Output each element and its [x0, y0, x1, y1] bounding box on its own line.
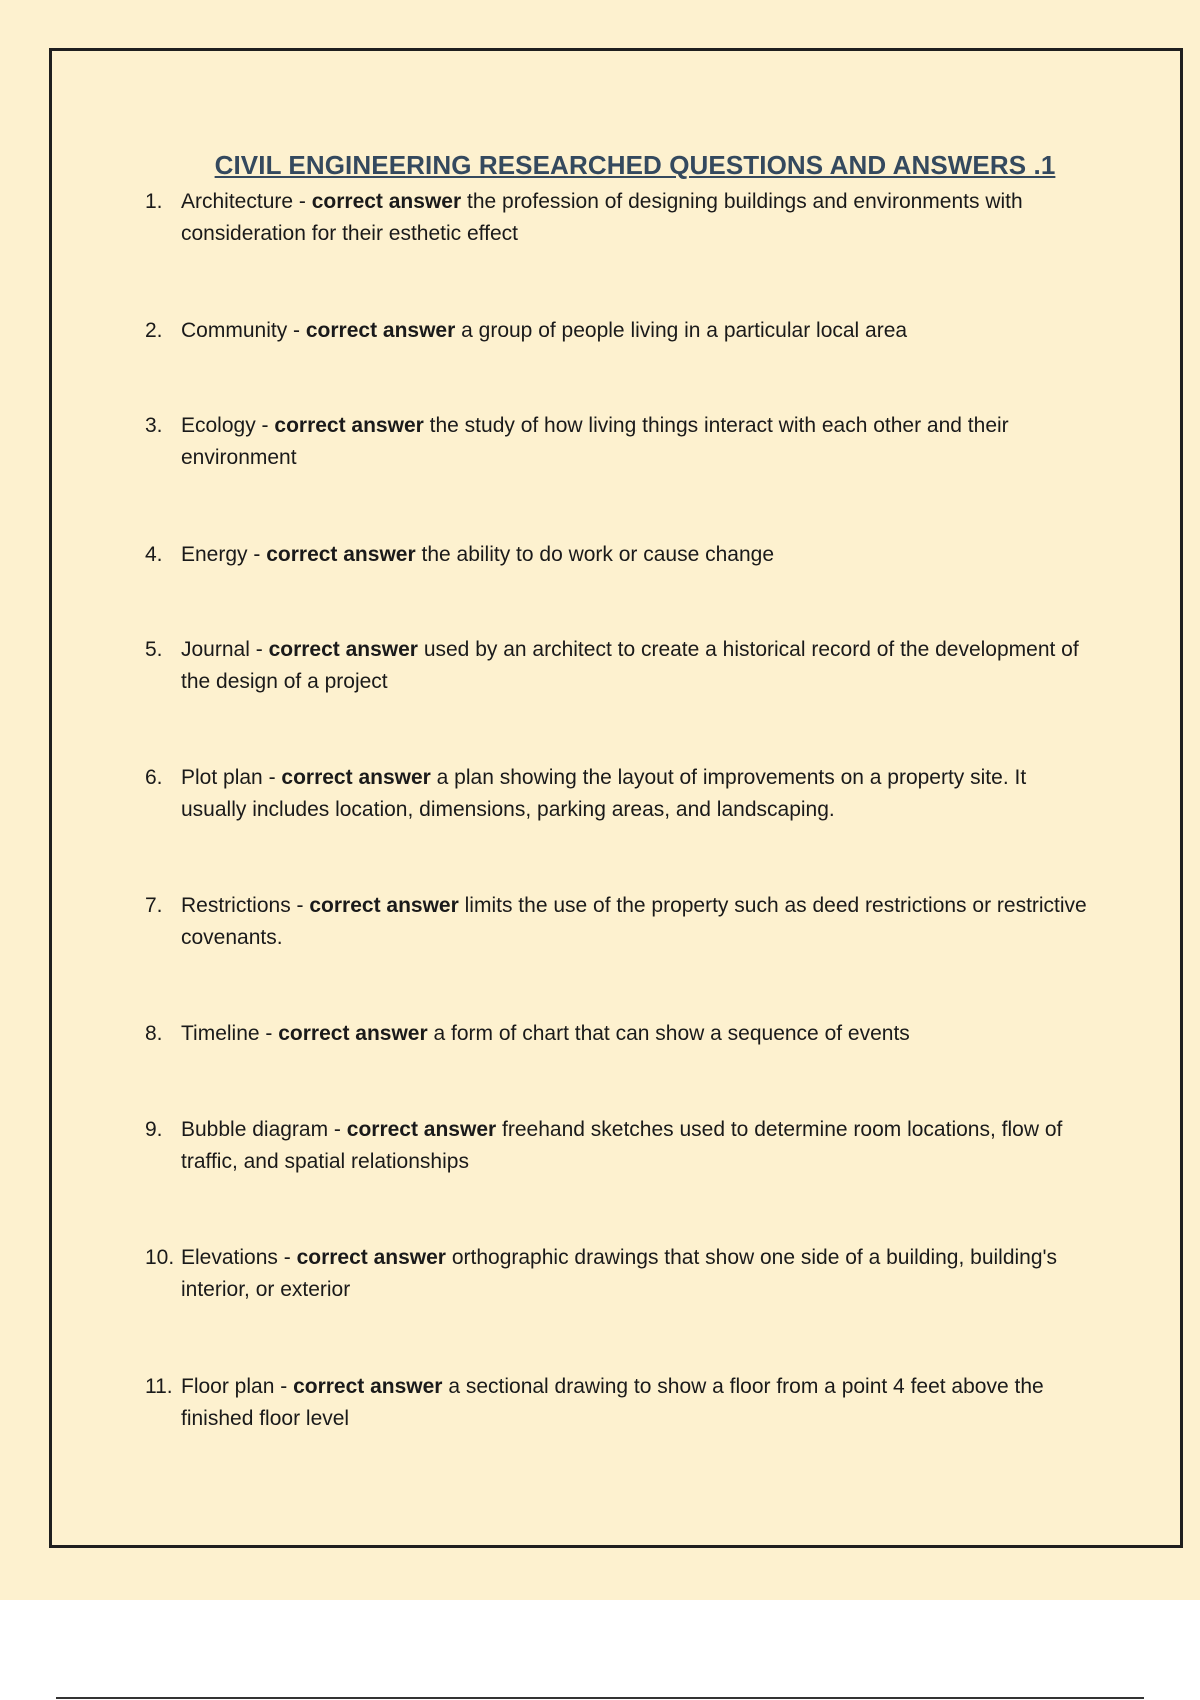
item-term: Timeline: [181, 1022, 260, 1045]
page-title: CIVIL ENGINEERING RESEARCHED QUESTIONS AND ANSWERS .1: [214, 150, 1056, 180]
item-answer-label: correct answer: [305, 319, 456, 342]
item-dash: -: [274, 1375, 294, 1398]
item-dash: -: [287, 319, 306, 342]
item-definition: the profession of designing buildings and environments with consideration for their esthetic effect: [181, 190, 1023, 245]
item-term: Elevations: [181, 1246, 278, 1269]
list-item: [145, 1242, 1095, 1306]
list-item: [145, 315, 907, 347]
item-definition: limits the use of the property such as deed restrictions or restrictive covenants.: [181, 894, 1087, 949]
item-answer-label: correct answer: [346, 1118, 497, 1141]
list-item: [145, 410, 1095, 474]
item-answer-label: correct answer: [268, 638, 418, 661]
list-item: [145, 890, 1095, 954]
item-answer-label: correct answer: [274, 414, 424, 437]
item-definition: orthographic drawings that show one side of a building, building's interior, or exterior: [181, 1246, 1058, 1301]
item-definition: the study of how living things interact with each other and their environment: [181, 414, 1009, 469]
list-item: [145, 1371, 1095, 1435]
item-dash: -: [277, 1246, 297, 1269]
item-number: 8.: [145, 1022, 163, 1045]
item-dash: -: [262, 766, 282, 789]
item-number: 2.: [145, 319, 163, 342]
item-term: Floor plan: [181, 1375, 275, 1398]
item-number: 11.: [145, 1375, 173, 1398]
item-definition: freehand sketches used to determine room locations, flow of traffic, and spatial relationships: [181, 1118, 1063, 1173]
item-definition: a sectional drawing to show a floor from a point 4 feet above the finished floor level: [181, 1375, 1044, 1430]
item-answer-label: correct answer: [311, 190, 462, 213]
item-dash: -: [247, 543, 267, 566]
item-term: Ecology: [181, 414, 256, 437]
item-answer-label: correct answer: [296, 1246, 446, 1269]
list-item: [145, 186, 1095, 250]
item-definition: a group of people living in a particular local area: [461, 319, 908, 342]
item-number: 1.: [145, 190, 163, 213]
item-answer-label: correct answer: [309, 894, 459, 917]
item-term: Restrictions: [181, 894, 291, 917]
item-number: 4.: [145, 543, 163, 566]
item-number: 5.: [145, 638, 163, 661]
item-number: 6.: [145, 766, 163, 789]
item-term: Journal: [181, 638, 250, 661]
item-number: 9.: [145, 1118, 163, 1141]
item-term: Architecture: [181, 190, 294, 213]
item-dash: -: [255, 414, 275, 437]
list-item: [145, 1018, 910, 1050]
item-dash: -: [290, 894, 310, 917]
item-definition: the ability to do work or cause change: [421, 543, 775, 566]
item-term: Community: [181, 319, 288, 342]
item-definition: a form of chart that can show a sequence of events: [433, 1022, 910, 1045]
item-definition: a plan showing the layout of improvements on a property site. It usually includes location, dimensions, parking areas, and landscaping.: [181, 766, 1027, 821]
item-dash: -: [259, 1022, 279, 1045]
list-item: [145, 539, 774, 571]
item-dash: -: [328, 1118, 347, 1141]
item-answer-label: correct answer: [293, 1375, 443, 1398]
list-item: [145, 634, 1095, 698]
item-definition: used by an architect to create a historical record of the development of the design of a project: [181, 638, 1079, 693]
item-answer-label: correct answer: [266, 543, 416, 566]
item-answer-label: correct answer: [281, 766, 431, 789]
footer-divider: [56, 1697, 1144, 1699]
list-item: [145, 762, 1095, 826]
item-dash: -: [293, 190, 312, 213]
list-item: [145, 1114, 1095, 1178]
item-number: 3.: [145, 414, 163, 437]
item-answer-label: correct answer: [278, 1022, 428, 1045]
item-number: 7.: [145, 894, 163, 917]
item-term: Plot plan: [181, 766, 263, 789]
item-dash: -: [249, 638, 269, 661]
item-term: Bubble diagram: [181, 1118, 329, 1141]
item-term: Energy: [181, 543, 248, 566]
item-number: 10.: [145, 1246, 175, 1269]
